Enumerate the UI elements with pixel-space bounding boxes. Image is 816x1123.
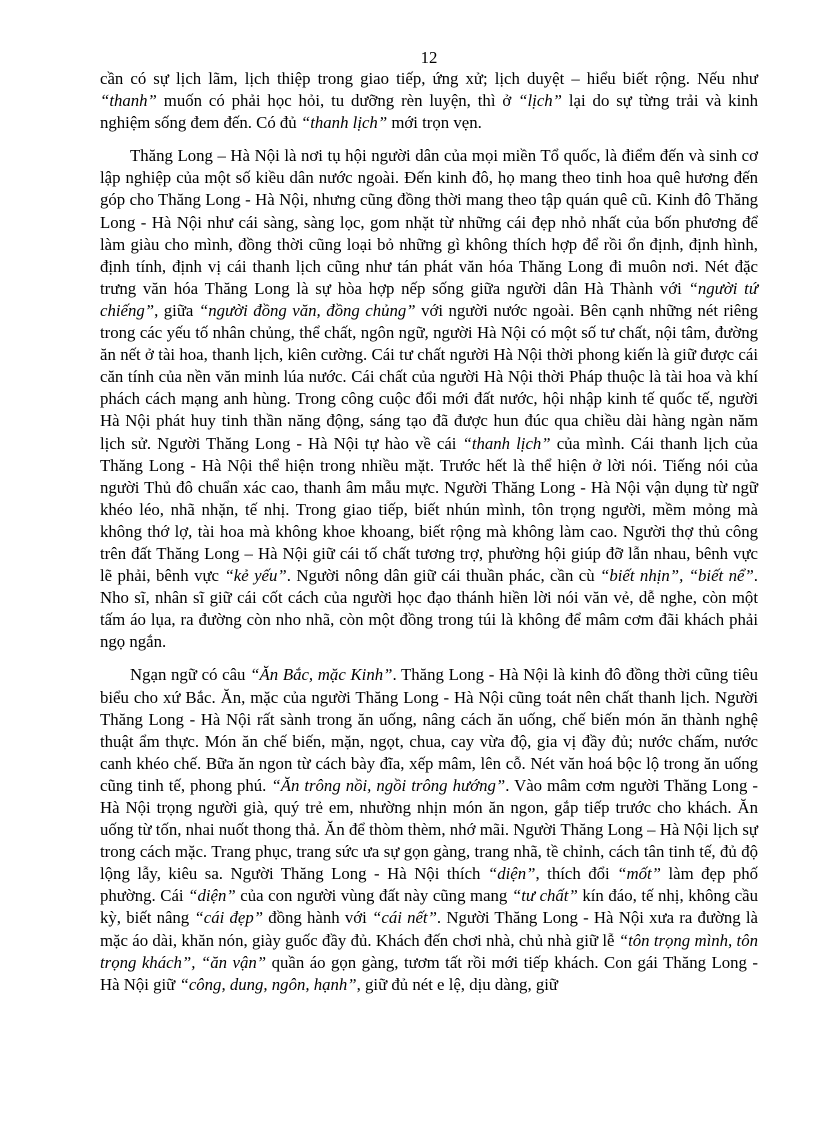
italic-quote: “kẻ yếu” [224, 566, 287, 586]
text-run: Thăng Long – Hà Nội là nơi tụ hội người dân của mọi miền Tổ quốc, là điểm đến và sinh cơ lập nghiệp của một số kiều dân nước ngoài. Đến kinh đô, họ mang theo tinh hoa quê hương đến góp cho Thăng Long - Hà Nội, nhưng cũng đồng thời mang theo tập quán quê cũ. Kinh đô Thăng Long - Hà Nội như cái sàng, sàng lọc, gom nhặt từ những cái đẹp nhỏ nhất của bốn phương để làm giàu cho mình, đồng thời cũng loại bỏ những gì không thích hợp để rồi ổn định, định hình, định tính, định vị cái thanh lịch cũng như tán phát văn hóa Thăng Long đi muôn nơi. Nét đặc trưng văn hóa Thăng Long là sự hòa hợp nếp sống giữa người dân Hà Thành với [100, 146, 758, 298]
italic-quote: “thanh lịch” [300, 113, 388, 133]
italic-quote: “công, dung, ngôn, hạnh” [179, 974, 357, 994]
text-run: mới trọn vẹn. [387, 113, 482, 133]
italic-quote: “Ăn trông nồi, ngồi trông hướng” [271, 775, 506, 795]
text-run: lại do sự từng trải và kinh nghiệm sống đem đến. Có đủ [100, 91, 759, 133]
document-page [100, 48, 758, 996]
text-run: , giữa [154, 300, 199, 320]
text-run: với người nước ngoài. Bên cạnh những nét riêng trong các yếu tố nhân chủng, thể chất, ngôn ngữ, người Hà Nội có một số tư chất, nội tâm, đường ăn nết ở tài hoa, thanh lịch, kiên cường. Cái tư chất người Hà Nội thời phong kiến là giữ được cái căn tính của nền văn minh lúa nước. Cái chất của người Hà Nội thời Pháp thuộc là tài hoa và khí phách cách mạng anh hùng. Trong công cuộc đổi mới đất nước, hội nhập kinh tế quốc tế, người Hà Nội phát huy tinh thần năng động, sáng tạo đã được hun đúc qua chiều dài hàng ngàn năm lịch sử. Người Thăng Long - Hà Nội tự hào về cái [100, 300, 759, 453]
text-run: , giữ đủ nét e lệ, dịu dàng, giữ [356, 974, 558, 994]
paragraph [100, 664, 758, 995]
text-run: . Người nông dân giữ cái thuần phác, cần cù [286, 566, 601, 586]
italic-quote: “cái đẹp” [194, 908, 264, 928]
text-run: . Vào mâm cơm người Thăng Long - Hà Nội trọng người già, quý trẻ em, nhường nhịn món ăn ngon, gắp tiếp trước cho khách. Ăn uống từ tốn, nhai nuốt thong thả. Ăn để thòm thèm, nhớ mãi. Người Thăng Long – Hà Nội lịch sự trong cách mặc. Trang phục, trang sức ưa sự gọn gàng, trang nhã, tề chỉnh, cách tân tinh tế, đủ độ lộng lẫy, kiêu sa. Người Thăng Long - Hà Nội thích [100, 775, 758, 884]
italic-quote: “tư chất” [511, 886, 578, 906]
text-run: quần áo gọn gàng, tươm tất rồi mới tiếp khách. Con gái Thăng Long - Hà Nội giữ [100, 952, 759, 994]
italic-quote: “lịch” [518, 91, 562, 111]
italic-quote: “diện” [487, 864, 536, 884]
text-run: của con người vùng đất này cũng mang [235, 886, 512, 906]
italic-quote: “diện” [188, 886, 236, 906]
text-run: đồng hành với [263, 908, 373, 928]
italic-quote: “cái nết” [372, 908, 437, 928]
document-body [100, 68, 758, 996]
text-run: muốn có phải học hỏi, tu dưỡng rèn luyện, thì ở [156, 91, 519, 111]
text-run: cần có sự lịch lãm, lịch thiệp trong giao tiếp, ứng xử; lịch duyệt – hiểu biết rộng. Nếu như [100, 69, 758, 88]
text-run: . Nho sĩ, nhân sĩ giữ cái cốt cách của người học đạo thánh hiền lời nói văn vẻ, dễ nghe, còn một tấm áo lụa, ra đường còn nho nhã, còn một đồng trong túi là không để mâm cơm đãi khách phải ngọ ngắn. [100, 566, 758, 652]
italic-quote: “Ăn Bắc, mặc Kinh” [250, 665, 393, 685]
text-run: làm đẹp phố phường. Cái [100, 864, 759, 906]
text-run: . Người Thăng Long - Hà Nội xưa ra đường là mặc áo dài, khăn nón, giày guốc đầy đủ. Khách đến chơi nhà, chủ nhà giữ lễ [100, 908, 758, 950]
text-run: của mình. Cái thanh lịch của Thăng Long - Hà Nội thể hiện trong nhiều mặt. Trước hết là thể hiện ở lời nói. Tiếng nói của người Thủ đô chuẩn xác cao, thanh âm mẫu mực. Người Thăng Long - Hà Nội vận dụng từ ngữ khéo léo, nhã nhặn, tế nhị. Trong giao tiếp, biết nhún mình, tôn trọng người, mềm mỏng mà không thớ lợ, tài hoa mà không khoe khoang, biết rộng mà không làm cao. Người thợ thủ công trên đất Thăng Long – Hà Nội giữ cái tố chất tương trợ, phường hội giúp đỡ lẫn nhau, bênh vực lẽ phải, bênh vực [100, 433, 758, 586]
paragraph [100, 68, 758, 134]
text-run: Ngạn ngữ có câu [130, 665, 251, 685]
italic-quote: “mốt” [617, 864, 661, 884]
italic-quote: “người đồng văn, đồng chủng” [198, 300, 416, 320]
paragraph [100, 145, 758, 653]
italic-quote: “biết nhịn”, “biết nể” [600, 566, 754, 586]
italic-quote: “người tứ chiếng” [100, 278, 758, 320]
italic-quote: “tôn trọng mình, tôn trọng khách”, “ăn vận” [100, 930, 758, 972]
italic-quote: “thanh lịch” [462, 433, 551, 453]
text-run: , thích đổi [535, 864, 618, 884]
italic-quote: “thanh” [100, 91, 157, 111]
page-number: 12 [420, 48, 438, 67]
text-run: kín đáo, tế nhị, không cầu kỳ, biết nâng [100, 886, 759, 928]
text-run: . Thăng Long - Hà Nội là kinh đô đồng thời cũng tiêu biểu cho xứ Bắc. Ăn, mặc của người Thăng Long - Hà Nội cũng toát nên chất thanh lịch. Người Thăng Long - Hà Nội rất sành trong ăn uống, nâng cách ăn uống, chế biến món ăn thành nghệ thuật ẩm thực. Món ăn chế biến, mặn, ngọt, chua, cay vừa độ, gia vị đầy đủ; nước chấm, nước canh khéo chế. Bữa ăn ngon từ cách bày đĩa, xếp mâm, lên cỗ. Nét văn hoá bộc lộ trong ăn uống cũng tinh tế, phong phú. [100, 665, 758, 795]
